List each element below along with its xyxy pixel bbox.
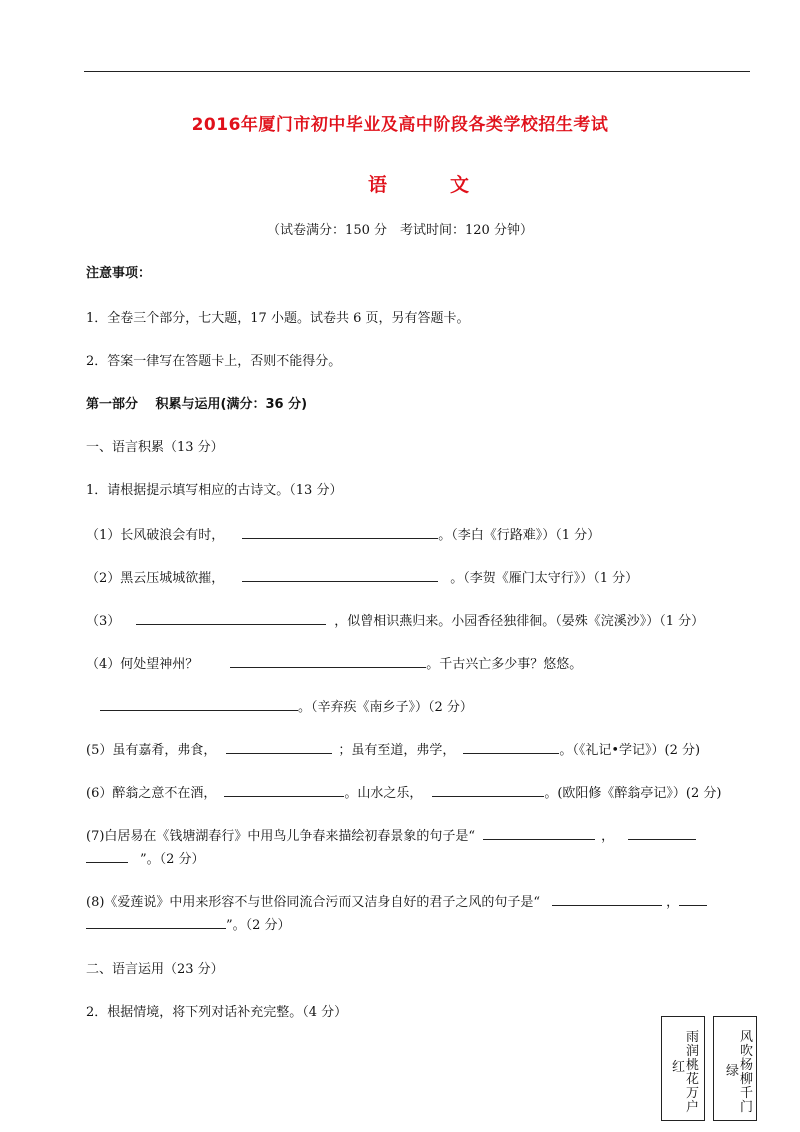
- item-5-source: 。（《礼记•学记》）(2 分): [559, 743, 701, 758]
- answer-blank[interactable]: [463, 741, 559, 754]
- answer-blank[interactable]: [226, 741, 332, 754]
- top-rule: [84, 71, 750, 72]
- item-7-continued: [86, 850, 205, 868]
- item-8-prompt: (8)《爱莲说》中用来形容不与世俗同流合污而又洁身自好的君子之风的句子是“: [86, 895, 541, 910]
- answer-blank[interactable]: [86, 850, 128, 863]
- answer-blank[interactable]: [679, 893, 707, 906]
- couplet-box-left: [661, 1016, 705, 1121]
- answer-blank[interactable]: [242, 526, 438, 539]
- question-1: 1．请根据提示填写相应的古诗文。（13 分）: [86, 483, 343, 498]
- item-4-continued: [100, 698, 473, 716]
- item-8: [86, 893, 707, 911]
- item-4-source: 。（辛弃疾《南乡子》）（2 分）: [298, 700, 473, 715]
- item-6-prompt: (6）醉翁之意不在酒，: [86, 786, 217, 801]
- notes-item-2: 2．答案一律写在答题卡上，否则不能得分。: [86, 354, 342, 369]
- exam-info: （试卷满分：150 分 考试时间：120 分钟）: [267, 223, 533, 238]
- item-6-mid: 。山水之乐，: [344, 786, 423, 801]
- couplet-left-col2: 红: [672, 1060, 686, 1075]
- notes-heading: 注意事项：: [86, 266, 152, 281]
- item-7: [86, 827, 696, 845]
- answer-blank[interactable]: [230, 655, 426, 668]
- item-5: [86, 741, 700, 759]
- couplet-box-right: [713, 1016, 757, 1121]
- item-1-source: 。（李白《行路难》）（1 分）: [438, 528, 601, 543]
- answer-blank[interactable]: [432, 784, 544, 797]
- item-4-prompt: （4）何处望神州？: [86, 657, 199, 672]
- part1-heading: 第一部分 积累与运用(满分：36 分): [86, 397, 308, 412]
- answer-blank[interactable]: [100, 698, 298, 711]
- section1-heading: 一、语言积累（13 分）: [86, 440, 224, 455]
- item-2-source: 。（李贺《雁门太守行》）（1 分）: [450, 571, 639, 586]
- item-4: [86, 655, 582, 673]
- item-7-prompt: (7)白居易在《钱塘湖春行》中用鸟儿争春来描绘初春景象的句子是“: [86, 829, 476, 844]
- item-8-source: ”。（2 分）: [226, 918, 291, 933]
- item-2: [86, 569, 638, 587]
- answer-blank[interactable]: [552, 893, 662, 906]
- item-5-prompt: (5）虽有嘉肴，弗食，: [86, 743, 217, 758]
- subject-char-right: 文: [450, 174, 470, 196]
- answer-blank[interactable]: [224, 784, 344, 797]
- item-3-source: ，似曾相识燕归来。小园香径独徘徊。（晏殊《浣溪沙》）（1 分）: [334, 614, 705, 629]
- item-2-prompt: （2）黑云压城城欲摧，: [86, 571, 225, 586]
- notes-item-1: 1．全卷三个部分，七大题，17 小题。试卷共 6 页，另有答题卡。: [86, 311, 470, 326]
- couplet-right-col2: 绿: [726, 1064, 740, 1079]
- answer-blank[interactable]: [136, 612, 326, 625]
- item-8-continued: [86, 916, 291, 934]
- section2-heading: 二、语言运用（23 分）: [86, 962, 224, 977]
- couplet-right-col1: 风吹杨柳千门: [740, 1030, 754, 1115]
- exam-title: 2016年厦门市初中毕业及高中阶段各类学校招生考试: [191, 115, 609, 135]
- answer-blank[interactable]: [483, 827, 595, 840]
- item-3-prompt: （3）: [86, 614, 121, 629]
- item-6: [86, 784, 721, 802]
- item-1-prompt: （1）长风破浪会有时，: [86, 528, 225, 543]
- question-2: 2．根据情境，将下列对话补充完整。（4 分）: [86, 1005, 348, 1020]
- item-3: [86, 612, 704, 630]
- item-7-mid: ，: [601, 829, 615, 844]
- answer-blank[interactable]: [628, 827, 696, 840]
- answer-blank[interactable]: [86, 916, 226, 929]
- item-4-text: 。千古兴亡多少事？悠悠。: [426, 657, 583, 672]
- item-5-mid: ；虽有至道，弗学，: [338, 743, 456, 758]
- answer-blank[interactable]: [242, 569, 438, 582]
- item-8-mid: ，: [666, 895, 680, 910]
- subject-char-left: 语: [368, 174, 388, 196]
- couplet-left-col1: 雨润桃花万户: [686, 1030, 700, 1115]
- item-7-source: ”。（2 分）: [140, 852, 205, 867]
- item-6-source: 。(欧阳修《醉翁亭记》）(2 分): [544, 786, 722, 801]
- item-1: [86, 526, 600, 544]
